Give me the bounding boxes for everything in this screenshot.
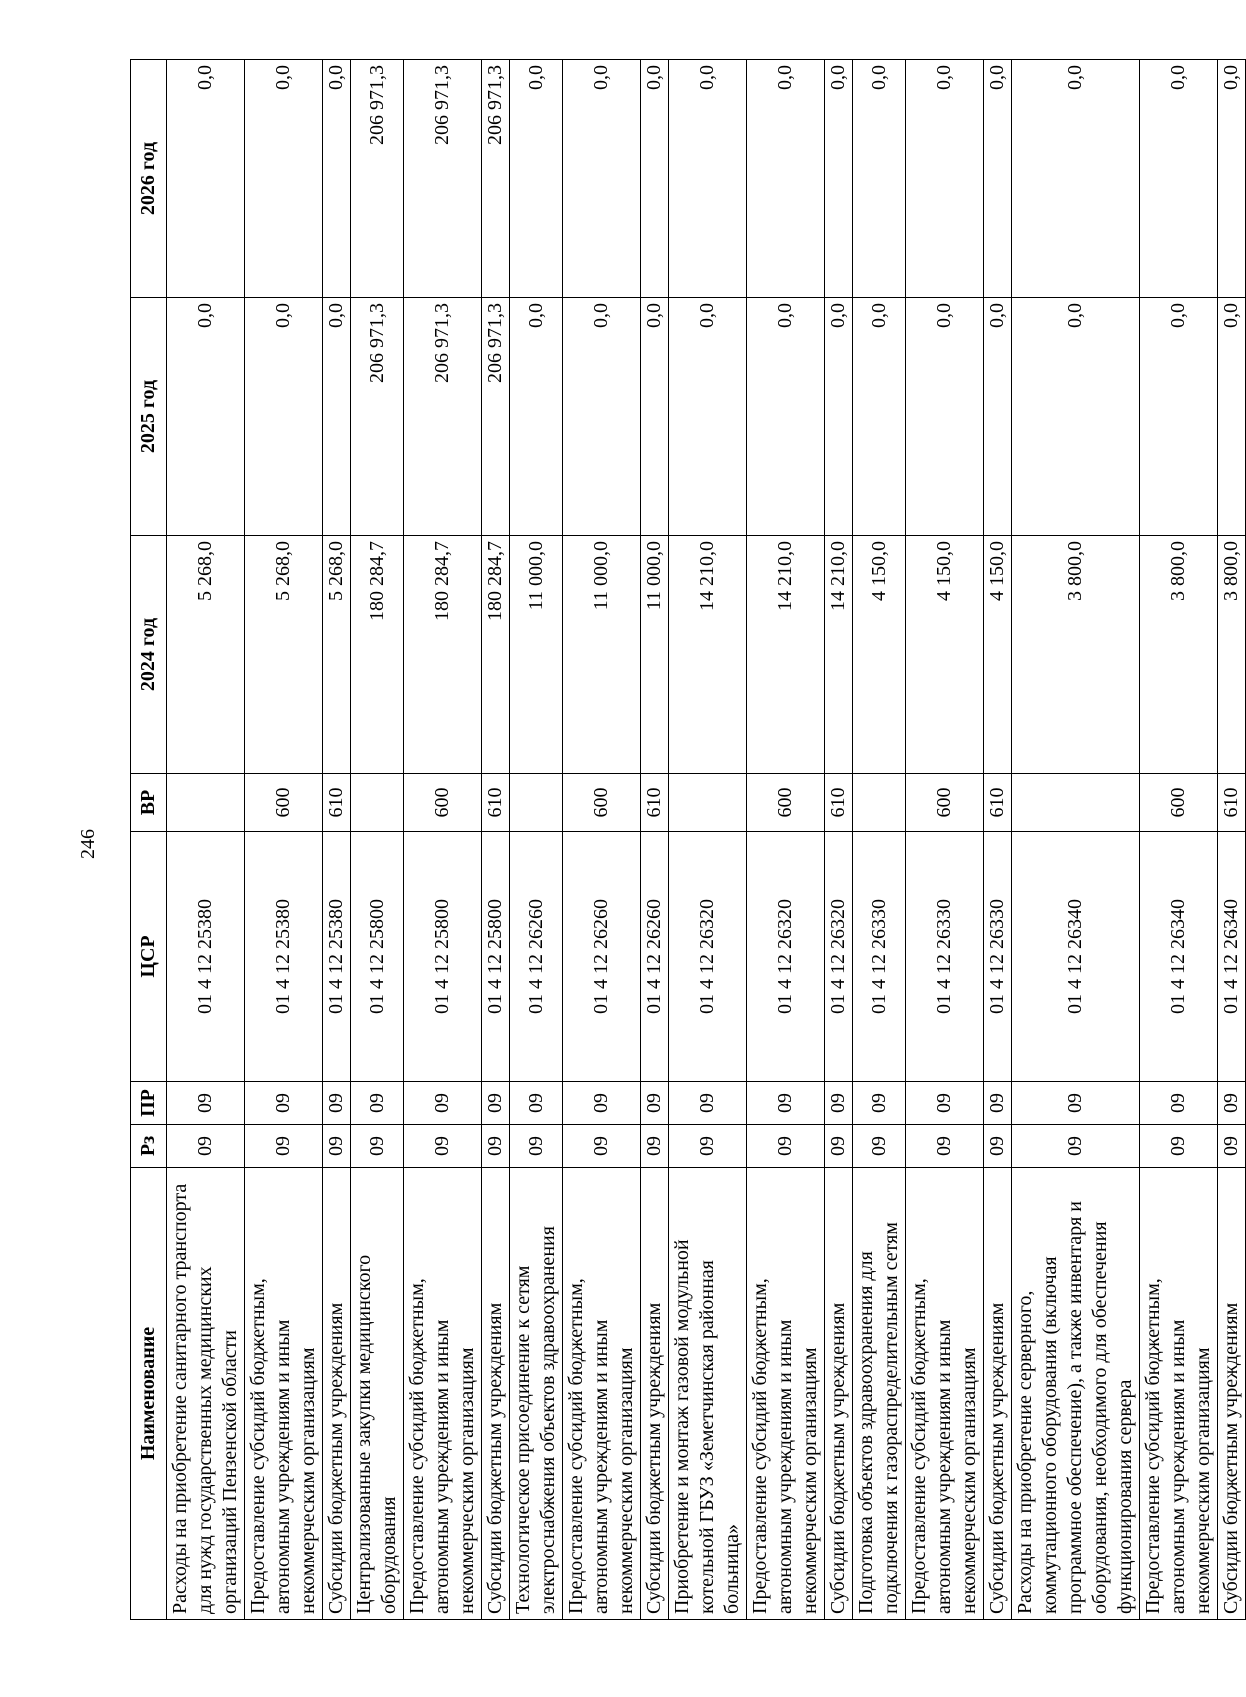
cell-2025: 0,0 bbox=[245, 298, 323, 536]
cell-2024: 11 000,0 bbox=[641, 536, 669, 774]
cell-vr bbox=[669, 774, 747, 832]
cell-2025: 0,0 bbox=[323, 298, 351, 536]
cell-2024: 4 150,0 bbox=[906, 536, 984, 774]
cell-vr bbox=[351, 774, 404, 832]
cell-2026: 0,0 bbox=[853, 60, 906, 298]
cell-name: Предоставление субсидий бюджетным, автономным учреждениям и иным некоммерческим организациям bbox=[404, 1168, 482, 1620]
cell-csr: 01 4 12 26260 bbox=[563, 832, 641, 1082]
cell-2024: 14 210,0 bbox=[669, 536, 747, 774]
cell-2024: 180 284,7 bbox=[482, 536, 510, 774]
cell-name: Субсидии бюджетным учреждениям bbox=[1218, 1168, 1246, 1620]
cell-vr: 610 bbox=[482, 774, 510, 832]
cell-csr: 01 4 12 25800 bbox=[482, 832, 510, 1082]
table-row bbox=[747, 60, 825, 1620]
cell-2024: 11 000,0 bbox=[510, 536, 563, 774]
cell-name: Предоставление субсидий бюджетным, автономным учреждениям и иным некоммерческим организациям bbox=[906, 1168, 984, 1620]
table-row bbox=[323, 60, 351, 1620]
cell-2025: 0,0 bbox=[510, 298, 563, 536]
cell-2024: 5 268,0 bbox=[167, 536, 245, 774]
cell-2024: 4 150,0 bbox=[984, 536, 1012, 774]
cell-csr: 01 4 12 26340 bbox=[1140, 832, 1218, 1082]
cell-2025: 206 971,3 bbox=[404, 298, 482, 536]
cell-2026: 0,0 bbox=[669, 60, 747, 298]
page-number: 246 bbox=[77, 829, 99, 859]
table-row bbox=[1218, 60, 1246, 1620]
cell-pr: 09 bbox=[984, 1082, 1012, 1125]
header-csr: ЦСР bbox=[131, 832, 167, 1082]
cell-csr: 01 4 12 26340 bbox=[1218, 832, 1246, 1082]
cell-2026: 0,0 bbox=[1012, 60, 1140, 298]
cell-rz: 09 bbox=[245, 1125, 323, 1168]
cell-csr: 01 4 12 26320 bbox=[669, 832, 747, 1082]
cell-rz: 09 bbox=[323, 1125, 351, 1168]
table-row bbox=[906, 60, 984, 1620]
cell-rz: 09 bbox=[563, 1125, 641, 1168]
table-row bbox=[984, 60, 1012, 1620]
cell-name: Субсидии бюджетным учреждениям bbox=[482, 1168, 510, 1620]
cell-csr: 01 4 12 26330 bbox=[906, 832, 984, 1082]
cell-2026: 0,0 bbox=[906, 60, 984, 298]
cell-2024: 180 284,7 bbox=[351, 536, 404, 774]
cell-rz: 09 bbox=[1012, 1125, 1140, 1168]
cell-csr: 01 4 12 26260 bbox=[510, 832, 563, 1082]
cell-pr: 09 bbox=[1218, 1082, 1246, 1125]
cell-2025: 0,0 bbox=[563, 298, 641, 536]
cell-name: Субсидии бюджетным учреждениям bbox=[323, 1168, 351, 1620]
cell-csr: 01 4 12 26330 bbox=[984, 832, 1012, 1082]
cell-rz: 09 bbox=[853, 1125, 906, 1168]
cell-vr: 610 bbox=[641, 774, 669, 832]
cell-rz: 09 bbox=[1218, 1125, 1246, 1168]
cell-2025: 0,0 bbox=[167, 298, 245, 536]
cell-name: Субсидии бюджетным учреждениям bbox=[984, 1168, 1012, 1620]
cell-2024: 180 284,7 bbox=[404, 536, 482, 774]
cell-pr: 09 bbox=[482, 1082, 510, 1125]
cell-rz: 09 bbox=[351, 1125, 404, 1168]
cell-rz: 09 bbox=[1140, 1125, 1218, 1168]
cell-2026: 0,0 bbox=[1140, 60, 1218, 298]
table-row bbox=[853, 60, 906, 1620]
table-row bbox=[563, 60, 641, 1620]
cell-rz: 09 bbox=[825, 1125, 853, 1168]
header-vr: ВР bbox=[131, 774, 167, 832]
cell-rz: 09 bbox=[404, 1125, 482, 1168]
cell-2025: 206 971,3 bbox=[482, 298, 510, 536]
cell-csr: 01 4 12 26320 bbox=[747, 832, 825, 1082]
cell-pr: 09 bbox=[563, 1082, 641, 1125]
cell-pr: 09 bbox=[167, 1082, 245, 1125]
cell-csr: 01 4 12 26340 bbox=[1012, 832, 1140, 1082]
cell-name: Предоставление субсидий бюджетным, автономным учреждениям и иным некоммерческим организациям bbox=[1140, 1168, 1218, 1620]
cell-name: Субсидии бюджетным учреждениям bbox=[641, 1168, 669, 1620]
cell-csr: 01 4 12 25380 bbox=[323, 832, 351, 1082]
cell-2024: 3 800,0 bbox=[1218, 536, 1246, 774]
table-row bbox=[1012, 60, 1140, 1620]
cell-name: Расходы на приобретение санитарного транспорта для нужд государственных медицинских организаций Пензенской области bbox=[167, 1168, 245, 1620]
cell-2026: 0,0 bbox=[747, 60, 825, 298]
cell-pr: 09 bbox=[351, 1082, 404, 1125]
cell-name: Централизованные закупки медицинского оборудования bbox=[351, 1168, 404, 1620]
cell-vr: 610 bbox=[984, 774, 1012, 832]
cell-name: Предоставление субсидий бюджетным, автономным учреждениям и иным некоммерческим организациям bbox=[245, 1168, 323, 1620]
cell-csr: 01 4 12 25800 bbox=[351, 832, 404, 1082]
cell-2025: 0,0 bbox=[1012, 298, 1140, 536]
cell-pr: 09 bbox=[510, 1082, 563, 1125]
cell-pr: 09 bbox=[906, 1082, 984, 1125]
cell-2026: 0,0 bbox=[167, 60, 245, 298]
cell-pr: 09 bbox=[323, 1082, 351, 1125]
cell-pr: 09 bbox=[404, 1082, 482, 1125]
cell-rz: 09 bbox=[669, 1125, 747, 1168]
cell-csr: 01 4 12 26260 bbox=[641, 832, 669, 1082]
cell-2026: 206 971,3 bbox=[482, 60, 510, 298]
cell-2024: 4 150,0 bbox=[853, 536, 906, 774]
table-row bbox=[825, 60, 853, 1620]
header-2024: 2024 год bbox=[131, 536, 167, 774]
cell-rz: 09 bbox=[747, 1125, 825, 1168]
cell-2026: 206 971,3 bbox=[351, 60, 404, 298]
cell-rz: 09 bbox=[510, 1125, 563, 1168]
cell-rz: 09 bbox=[167, 1125, 245, 1168]
cell-vr: 610 bbox=[825, 774, 853, 832]
table-row bbox=[482, 60, 510, 1620]
cell-pr: 09 bbox=[853, 1082, 906, 1125]
table-row bbox=[245, 60, 323, 1620]
table-row bbox=[1140, 60, 1218, 1620]
header-2025: 2025 год bbox=[131, 298, 167, 536]
cell-pr: 09 bbox=[747, 1082, 825, 1125]
table-row bbox=[351, 60, 404, 1620]
cell-2026: 0,0 bbox=[323, 60, 351, 298]
cell-pr: 09 bbox=[245, 1082, 323, 1125]
cell-2026: 0,0 bbox=[984, 60, 1012, 298]
header-2026: 2026 год bbox=[131, 60, 167, 298]
cell-csr: 01 4 12 25380 bbox=[245, 832, 323, 1082]
cell-name: Расходы на приобретение серверного, коммутационного оборудования (включая программное обеспечение), а также инвентаря и оборудования, необходимого для обеспечения функционирования сервера bbox=[1012, 1168, 1140, 1620]
cell-name: Предоставление субсидий бюджетным, автономным учреждениям и иным некоммерческим организациям bbox=[747, 1168, 825, 1620]
cell-vr bbox=[853, 774, 906, 832]
cell-2025: 0,0 bbox=[669, 298, 747, 536]
cell-vr bbox=[1012, 774, 1140, 832]
table-frame bbox=[130, 60, 1242, 1620]
cell-csr: 01 4 12 25380 bbox=[167, 832, 245, 1082]
rotated-table-container bbox=[130, 60, 1242, 1620]
cell-2025: 206 971,3 bbox=[351, 298, 404, 536]
cell-name: Предоставление субсидий бюджетным, автономным учреждениям и иным некоммерческим организациям bbox=[563, 1168, 641, 1620]
cell-vr: 600 bbox=[245, 774, 323, 832]
cell-2024: 5 268,0 bbox=[323, 536, 351, 774]
header-pr: ПР bbox=[131, 1082, 167, 1125]
cell-csr: 01 4 12 26320 bbox=[825, 832, 853, 1082]
table-row bbox=[510, 60, 563, 1620]
cell-2026: 0,0 bbox=[563, 60, 641, 298]
cell-rz: 09 bbox=[984, 1125, 1012, 1168]
cell-name: Субсидии бюджетным учреждениям bbox=[825, 1168, 853, 1620]
cell-2024: 5 268,0 bbox=[245, 536, 323, 774]
cell-rz: 09 bbox=[482, 1125, 510, 1168]
table-row bbox=[669, 60, 747, 1620]
cell-pr: 09 bbox=[669, 1082, 747, 1125]
cell-2024: 11 000,0 bbox=[563, 536, 641, 774]
table-header-row bbox=[131, 60, 167, 1620]
header-name: Наименование bbox=[131, 1168, 167, 1620]
cell-pr: 09 bbox=[1140, 1082, 1218, 1125]
cell-vr: 600 bbox=[1140, 774, 1218, 832]
cell-vr: 600 bbox=[747, 774, 825, 832]
cell-vr: 600 bbox=[906, 774, 984, 832]
cell-vr: 610 bbox=[1218, 774, 1246, 832]
cell-vr bbox=[167, 774, 245, 832]
cell-csr: 01 4 12 25800 bbox=[404, 832, 482, 1082]
cell-2024: 3 800,0 bbox=[1012, 536, 1140, 774]
cell-2026: 0,0 bbox=[1218, 60, 1246, 298]
cell-2025: 0,0 bbox=[853, 298, 906, 536]
cell-2024: 14 210,0 bbox=[825, 536, 853, 774]
cell-2025: 0,0 bbox=[984, 298, 1012, 536]
cell-pr: 09 bbox=[641, 1082, 669, 1125]
cell-2024: 14 210,0 bbox=[747, 536, 825, 774]
cell-vr bbox=[510, 774, 563, 832]
cell-rz: 09 bbox=[906, 1125, 984, 1168]
cell-rz: 09 bbox=[641, 1125, 669, 1168]
cell-pr: 09 bbox=[1012, 1082, 1140, 1125]
cell-vr: 610 bbox=[323, 774, 351, 832]
cell-2026: 206 971,3 bbox=[404, 60, 482, 298]
cell-name: Подготовка объектов здравоохранения для подключения к газораспределительным сетям bbox=[853, 1168, 906, 1620]
cell-2025: 0,0 bbox=[825, 298, 853, 536]
cell-2026: 0,0 bbox=[641, 60, 669, 298]
cell-2025: 0,0 bbox=[1218, 298, 1246, 536]
cell-2026: 0,0 bbox=[825, 60, 853, 298]
table-row bbox=[641, 60, 669, 1620]
cell-2025: 0,0 bbox=[747, 298, 825, 536]
budget-table bbox=[130, 59, 1246, 1620]
cell-2025: 0,0 bbox=[906, 298, 984, 536]
cell-name: Приобретение и монтаж газовой модульной котельной ГБУЗ «Земетчинская районная больница» bbox=[669, 1168, 747, 1620]
cell-2026: 0,0 bbox=[510, 60, 563, 298]
table-row bbox=[404, 60, 482, 1620]
cell-vr: 600 bbox=[404, 774, 482, 832]
header-rz: Рз bbox=[131, 1125, 167, 1168]
cell-2026: 0,0 bbox=[245, 60, 323, 298]
cell-name: Технологическое присоединение к сетям электроснабжения объектов здравоохранения bbox=[510, 1168, 563, 1620]
cell-2025: 0,0 bbox=[641, 298, 669, 536]
cell-2024: 3 800,0 bbox=[1140, 536, 1218, 774]
cell-2025: 0,0 bbox=[1140, 298, 1218, 536]
cell-pr: 09 bbox=[825, 1082, 853, 1125]
table-row bbox=[167, 60, 245, 1620]
cell-vr: 600 bbox=[563, 774, 641, 832]
cell-csr: 01 4 12 26330 bbox=[853, 832, 906, 1082]
